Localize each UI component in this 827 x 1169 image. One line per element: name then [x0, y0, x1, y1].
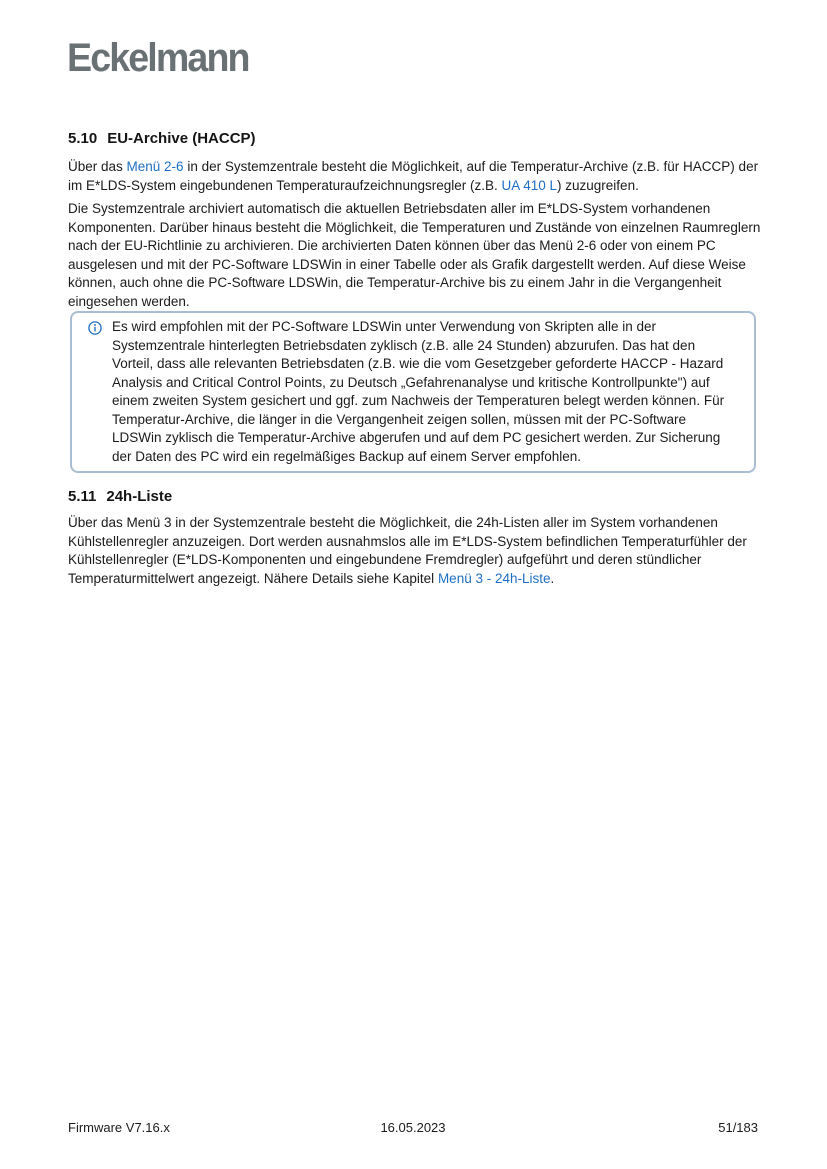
section-heading-5-11 [68, 487, 172, 506]
info-note-text: Es wird empfohlen mit der PC-Software LDSWin unter Verwendung von Skripten alle in der Systemzentrale hinterlegten Betriebsdaten zyklisch (z.B. alle 24 Stunden) abzurufen. Das hat den Vorteil, dass alle relevanten Betriebsdaten (z.B. wie die vom Gesetzgeber geforderte HACCP - Hazard Analysis and Critical Control Points, zu Deutsch „Gefahrenanalyse und kritische Kontrollpunkte") auf einem zweiten System gesichert und ggf. zum Nachweis der Temperaturen belegt werden können. Für Temperatur-Archive, die länger in die Vergangenheit zeigen sollen, müssen mit der PC-Software LDSWin zyklisch die Temperatur-Archive abgerufen und auf dem PC gesichert werden. Zur Sicherung der Daten des PC wird ein regelmäßiges Backup auf einem Server empfohlen. [112, 319, 725, 464]
text-run: Über das [68, 159, 127, 174]
footer-page-number: 51/183 [718, 1120, 758, 1135]
text-run: ) zuzugreifen. [557, 177, 639, 193]
link-ua-410-l[interactable]: UA 410 L [501, 177, 558, 193]
paragraph-eu-archive-details [68, 200, 762, 311]
footer-date: 16.05.2023 [380, 1120, 446, 1135]
link-menu-3-24h-liste[interactable]: Menü 3 - 24h-Liste [437, 570, 551, 586]
paragraph-24h-liste [68, 514, 762, 588]
section-number: 5.11 [68, 488, 97, 505]
text-run: Die Systemzentrale archiviert automatisch die aktuellen Betriebsdaten aller im E*LDS-System vorhandenen Komponenten. Darüber hinaus besteht die Möglichkeit, die Temperaturen und Zustände von einzelnen Raumreglern nach der EU-Richtlinie zu archivieren. Die archivierten Daten können über das Menü 2-6 oder von einem PC ausgelesen und mit der PC-Software LDSWin in einer Tabelle oder als Grafik dargestellt werden. Auf diese Weise können, auch ohne die PC-Software LDSWin, die Temperatur-Archive bis zu einem Jahr in die Vergangenheit eingesehen werden. [68, 201, 761, 309]
text-run: in der Systemzentrale besteht die Möglichkeit, auf die Temperatur-Archive (z.B. für HACCP) der im E*LDS-System eingebundenen Temperaturaufzeichnungsregler (z.B. [68, 159, 759, 193]
section-heading-5-10 [68, 129, 256, 148]
page-footer [68, 1120, 758, 1135]
info-note-box [70, 311, 756, 473]
text-run: Über das Menü 3 in der Systemzentrale besteht die Möglichkeit, die 24h-Listen aller im System vorhandenen Kühlstellenregler anzuzeigen. Dort werden ausnahmslos alle im E*LDS-System befindlichen Temperaturfühler der Kühlstellenregler (E*LDS-Komponenten und eingebundene Fremdregler) aufgeführt und deren stündlicher Temperaturmittelwert angezeigt. Nähere Details siehe Kapitel [68, 515, 747, 586]
eckelmann-logo: Eckelmann [67, 36, 249, 80]
paragraph-eu-archive-intro [68, 158, 762, 195]
section-number: 5.10 [68, 130, 98, 147]
section-title: EU-Archive (HACCP) [107, 130, 256, 147]
info-circle-icon [88, 321, 102, 335]
section-title: 24h-Liste [106, 488, 173, 505]
text-run: . [550, 570, 555, 586]
footer-firmware-version: Firmware V7.16.x [68, 1120, 170, 1135]
link-menu-2-6[interactable]: Menü 2-6 [126, 159, 184, 174]
